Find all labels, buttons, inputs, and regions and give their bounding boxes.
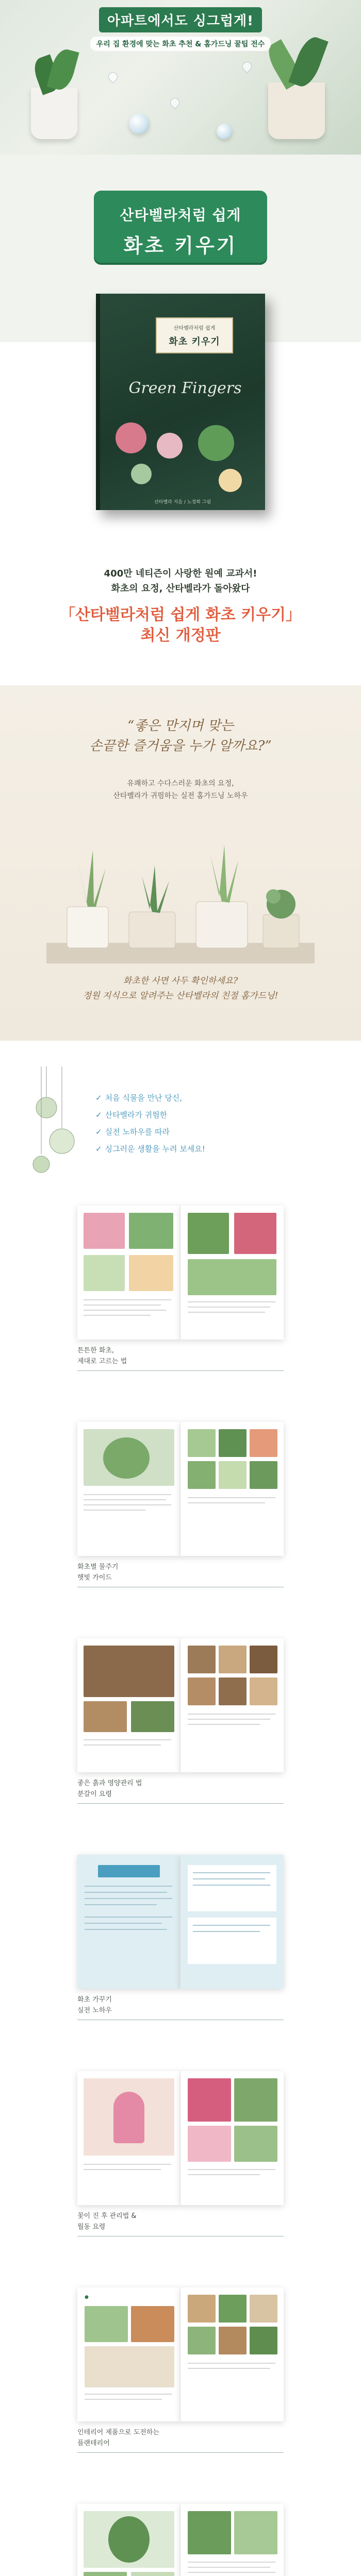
book-title-line1: 산타벨라처럼 쉽게	[120, 207, 241, 224]
caption-line2: 실전 노하우	[77, 2006, 112, 2014]
spread-page-left	[77, 1855, 180, 1989]
book-cover	[96, 294, 265, 510]
caption-line1: 화초 가꾸기	[77, 1996, 112, 2004]
spread-page-right	[180, 2071, 284, 2205]
intro-text	[0, 567, 361, 597]
caption-divider	[77, 1370, 284, 1371]
quote-main	[0, 716, 361, 756]
flower-illustration	[219, 469, 242, 492]
checklist-item-text: 산타벨라가 귀띔한	[105, 1110, 168, 1120]
spread-caption	[77, 1562, 284, 1584]
quote-sub-line2: 산타벨라가 귀띔하는 실전 홈가드닝 노하우	[113, 791, 248, 800]
quote-sub	[0, 778, 361, 803]
caption-line1: 좋은 흙과 영양관리 법	[77, 1780, 142, 1787]
quote-bottom-line1: 화초한 사면 사두 확인하세요?	[123, 976, 238, 986]
spread-caption	[77, 2211, 284, 2233]
spread-page-left	[77, 1638, 180, 1772]
caption-line2: 월동 요령	[77, 2223, 106, 2231]
quote-bottom	[0, 974, 361, 1004]
checklist-section	[0, 1051, 361, 1190]
cover-subtitle: 산타벨라처럼 쉽게	[173, 326, 216, 331]
caption-line1: 꽃이 진 후 관리법 &	[77, 2212, 137, 2220]
page-heading-mark: ●	[85, 2295, 89, 2300]
flower-pot-illustration	[116, 422, 146, 453]
book-title-box	[94, 191, 267, 263]
book-spread	[77, 1206, 284, 1340]
intro-highlight	[0, 605, 361, 647]
checklist-item: ✓ 싱그러운 생활을 누려 보세요!	[95, 1144, 205, 1154]
spread-page-right	[180, 1422, 284, 1556]
checklist-item-text: 싱그러운 생활을 누려 보세요!	[105, 1144, 205, 1154]
spread-caption	[77, 1346, 284, 1367]
cover-script-text: Green Fingers	[128, 379, 242, 397]
water-drop-icon	[240, 60, 253, 73]
caption-divider	[77, 1803, 284, 1804]
book-spread	[77, 2071, 284, 2205]
spread-page-left	[77, 2504, 180, 2576]
glass-ornament	[129, 113, 150, 134]
quote-main-line2: 손끝한 즐거움을 누가 알까요?”	[89, 738, 272, 754]
spread-page-right	[180, 1855, 284, 1989]
spread-page-left	[77, 1422, 180, 1556]
caption-line1: 화초별 물주기	[77, 1563, 119, 1571]
book-spread	[77, 2287, 284, 2421]
intro-section	[0, 556, 361, 675]
plant-illustration	[198, 425, 234, 461]
checklist-item-text: 실전 노하우를 따라	[105, 1127, 170, 1137]
caption-line2: 플랜테리어	[77, 2439, 110, 2447]
book-spread	[77, 1638, 284, 1772]
flower-pot-illustration	[157, 433, 183, 459]
quote-main-line1: “좋은 만지며 맞는	[127, 718, 234, 734]
spread-page-right	[180, 1206, 284, 1340]
succulents-photo	[46, 819, 315, 963]
cover-author: 산타벨라 지음 / 노경희 그림	[154, 500, 211, 505]
book-spread	[77, 1422, 284, 1556]
intro-highlight-line1: 「산타벨라처럼 쉽게 화초 키우기」	[59, 605, 302, 624]
book-title-line2: 화초 키우기	[123, 234, 238, 257]
caption-line2: 햇빛 가이드	[77, 1573, 112, 1582]
spread-caption	[77, 1995, 284, 2016]
book-cover-section	[0, 289, 361, 556]
hero-banner	[0, 0, 361, 155]
hanging-ornaments-illustration	[31, 1066, 77, 1180]
intro-line1: 400만 네티즌이 사랑한 원예 교과서!	[104, 568, 257, 579]
hero-subline: 우리 집 환경에 맞는 화초 추천 & 홈가드닝 꿀팁 전수	[90, 37, 271, 51]
spread-page-left	[77, 1206, 180, 1340]
plant-leaf	[46, 47, 79, 93]
caption-line2: 분갈이 요령	[77, 1790, 112, 1798]
plant-pot	[31, 88, 77, 139]
checklist-item: ✓ 실전 노하우를 따라	[95, 1127, 170, 1137]
cover-plaque	[156, 317, 233, 353]
intro-line2: 화초의 요정, 산타벨라가 돌아왔다	[111, 583, 250, 594]
caption-divider	[77, 2452, 284, 2453]
hero-headline: 아파트에서도 싱그럽게!	[99, 7, 262, 32]
quote-section	[0, 685, 361, 1041]
caption-line1: 튼튼한 화초,	[77, 1347, 114, 1354]
spread-page-left	[77, 2287, 180, 2421]
water-drop-icon	[106, 70, 119, 83]
checklist-item: ✓ 산타벨라가 귀띔한	[95, 1110, 168, 1120]
quote-sub-line1: 유쾌하고 수다스러운 화초의 요정,	[127, 779, 234, 788]
caption-line1: 인테리어 제품으로 도전하는	[77, 2429, 159, 2436]
caption-line2: 제대로 고르는 법	[77, 1357, 127, 1365]
spread-page-right	[180, 2287, 284, 2421]
cover-title: 화초 키우기	[169, 336, 220, 347]
spread-page-left	[77, 2071, 180, 2205]
intro-highlight-line2: 최신 개정판	[140, 626, 221, 645]
quote-bottom-line2: 정원 지식으로 알려주는 산타벨라의 친절 홈가드닝!	[83, 990, 278, 1001]
checklist-item-text: 처음 식물을 만난 당신,	[105, 1093, 183, 1103]
plant-illustration	[131, 464, 152, 484]
spread-page-right	[180, 1638, 284, 1772]
checklist-item: ✓ 처음 식물을 만난 당신,	[95, 1093, 183, 1103]
glass-ornament	[217, 124, 232, 139]
hero-heading	[0, 7, 361, 51]
spread-caption	[77, 1778, 284, 1800]
water-drop-icon	[168, 96, 181, 109]
book-spread	[77, 1855, 284, 1989]
plant-pot	[268, 82, 325, 139]
spread-caption	[77, 2428, 284, 2449]
spread-page-right	[180, 2504, 284, 2576]
checklist	[95, 1090, 271, 1158]
book-spread	[77, 2504, 284, 2576]
